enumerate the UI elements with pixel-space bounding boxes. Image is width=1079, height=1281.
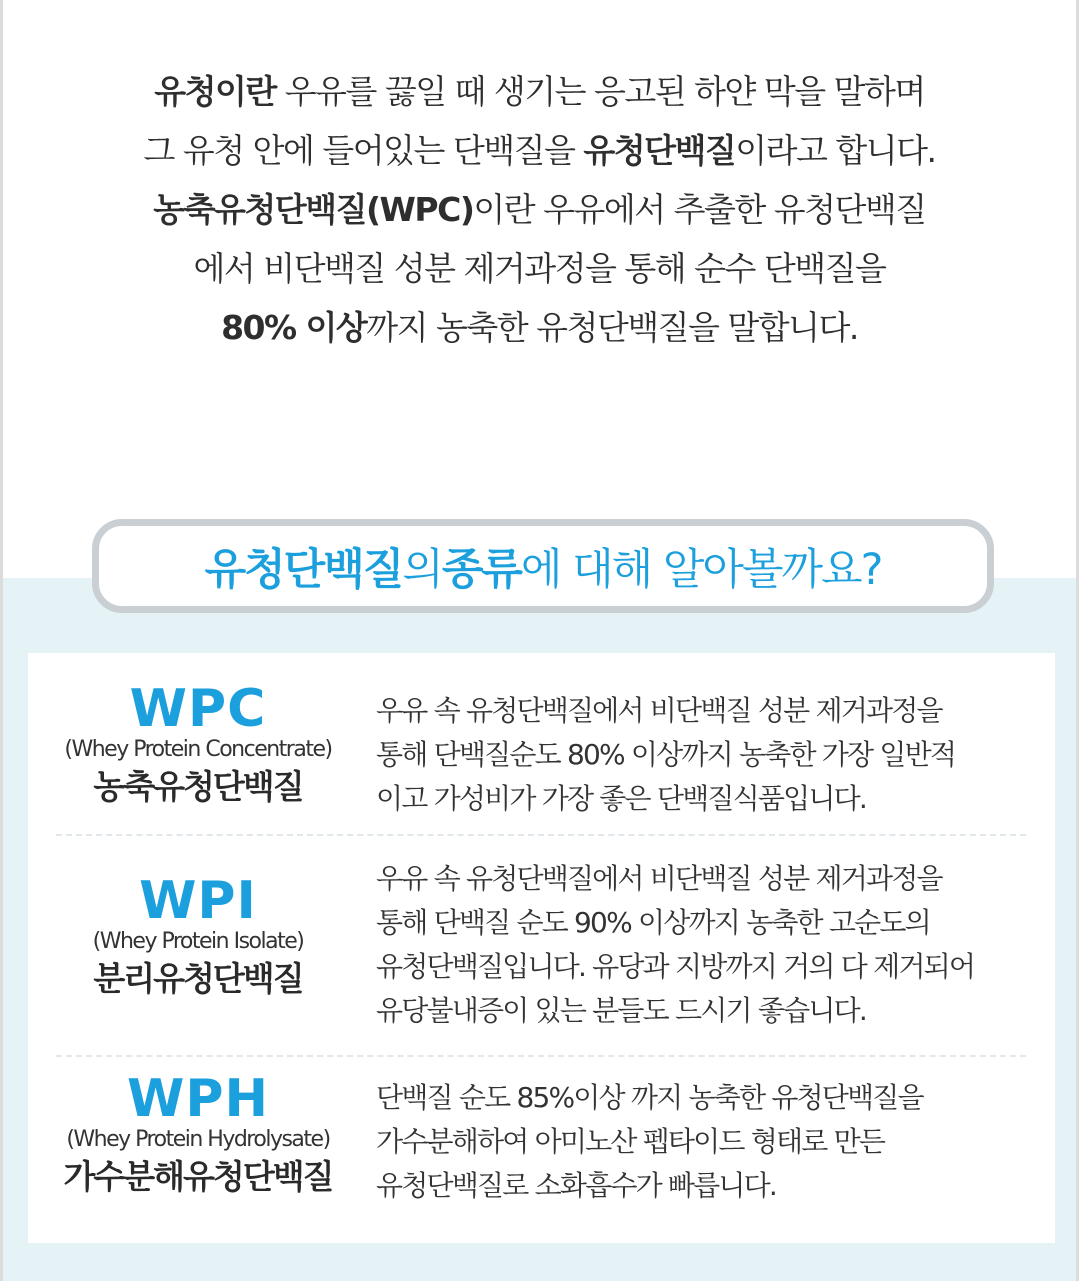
row-divider <box>56 834 1026 836</box>
type-korean-name: 농축유청단백질 <box>93 767 303 806</box>
heading-text: 에 대해 알아볼까요? <box>520 544 882 595</box>
description-line: 통해 단백질순도 80% 이상까지 농축한 가장 일반적 <box>376 738 956 771</box>
intro-text: 이라고 합니다. <box>735 131 936 170</box>
types-heading-pill <box>92 519 994 613</box>
description-line: 이고 가성비가 가장 좋은 단백질식품입니다. <box>376 782 866 815</box>
intro-bold-80-percent: 80% 이상 <box>221 308 367 347</box>
row-divider <box>56 1055 1026 1057</box>
intro-line-3 <box>0 180 1079 239</box>
intro-line-2 <box>0 121 1079 180</box>
intro-line-1 <box>0 62 1079 121</box>
type-description <box>376 1076 1046 1208</box>
intro-text: 이란 우유에서 추출한 유청단백질 <box>473 190 926 229</box>
description-line: 우유 속 유청단백질에서 비단백질 성분 제거과정을 <box>376 862 942 895</box>
heading-types: 종류 <box>441 544 521 595</box>
description-line: 가수분해하여 아미노산 펩타이드 형태로 만든 <box>376 1125 885 1158</box>
description-line: 유당불내증이 있는 분들도 드시기 좋습니다. <box>376 994 866 1027</box>
heading-whey-protein: 유청단백질 <box>204 544 403 595</box>
intro-line-4: 에서 비단백질 성분 제거과정을 통해 순수 단백질을 <box>193 249 886 288</box>
type-korean-name: 가수분해유청단백질 <box>63 1157 333 1196</box>
type-description <box>376 857 1046 1033</box>
types-card <box>28 653 1055 1243</box>
intro-text: 까지 농축한 유청단백질을 말합니다. <box>366 308 858 347</box>
intro-text: 그 유청 안에 들어있는 단백질을 <box>143 131 584 170</box>
intro-text: 우유를 끓일 때 생기는 응고된 하얀 막을 말하며 <box>275 72 925 111</box>
intro-bold-whey-protein: 유청단백질 <box>583 131 736 170</box>
heading-text: 의 <box>402 544 442 595</box>
type-english-name: (Whey Protein Isolate) <box>92 929 304 954</box>
type-korean-name: 분리유청단백질 <box>93 959 303 998</box>
description-line: 단백질 순도 85%이상 까지 농축한 유청단백질을 <box>376 1081 923 1114</box>
description-line: 유청단백질로 소화흡수가 빠릅니다. <box>376 1169 777 1202</box>
description-line: 통해 단백질 순도 90% 이상까지 농축한 고순도의 <box>376 906 930 939</box>
intro-paragraph <box>0 62 1079 357</box>
intro-bold-wpc: 농축유청단백질(WPC) <box>153 190 474 229</box>
type-code: WPC <box>129 679 267 739</box>
type-english-name: (Whey Protein Hydrolysate) <box>66 1127 330 1152</box>
intro-line-5 <box>0 298 1079 357</box>
type-label-block <box>28 679 368 809</box>
intro-bold-whey: 유청이란 <box>154 72 276 111</box>
type-label-block <box>28 1069 368 1199</box>
type-description <box>376 689 1046 821</box>
description-line: 유청단백질입니다. 유당과 지방까지 거의 다 제거되어 <box>376 950 975 983</box>
type-code: WPH <box>127 1069 269 1129</box>
type-english-name: (Whey Protein Concentrate) <box>64 737 332 762</box>
type-label-block <box>28 871 368 1001</box>
type-code: WPI <box>139 871 257 931</box>
description-line: 우유 속 유청단백질에서 비단백질 성분 제거과정을 <box>376 694 942 727</box>
